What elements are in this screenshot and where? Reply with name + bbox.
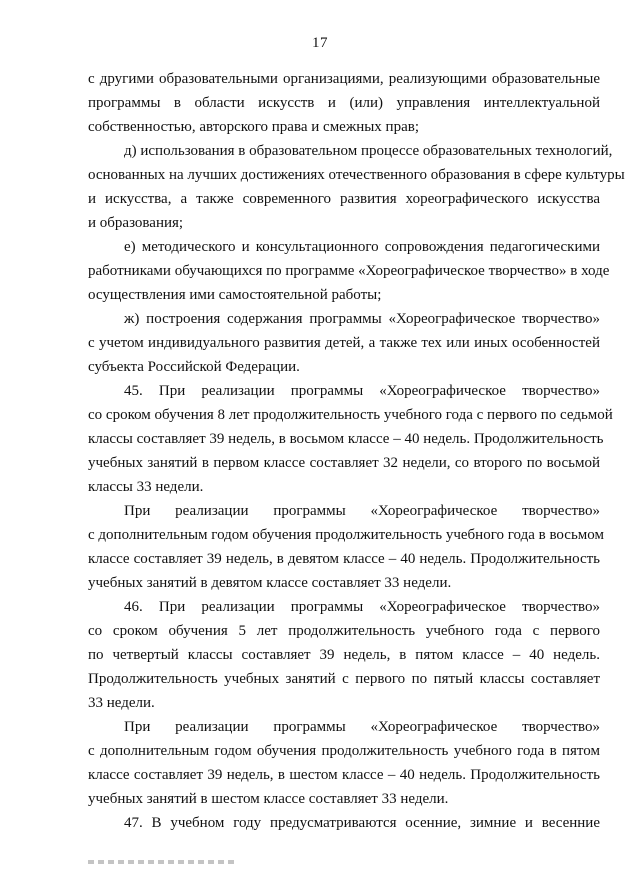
- text-line: с дополнительным годом обучения продолжительность учебного года в восьмом: [88, 527, 605, 543]
- text-line: программы в области искусств и (или) управления интеллектуальной: [88, 95, 600, 111]
- text-line: учебных занятий в шестом классе составляет 33 недели.: [88, 791, 449, 807]
- text-line: При реализации программы «Хореографическое творчество»: [124, 503, 600, 519]
- text-line: субъекта Российской Федерации.: [88, 359, 300, 375]
- text-line: классы составляет 39 недель, в восьмом классе – 40 недель. Продолжительность: [88, 431, 604, 447]
- text-line: со сроком обучения 8 лет продолжительность учебного года с первого по седьмой: [88, 407, 613, 423]
- text-line: с другими образовательными организациями, реализующими образовательные: [88, 71, 600, 87]
- text-line: основанных на лучших достижениях отечественного образования в сфере культуры: [88, 167, 625, 183]
- scan-artifact: [88, 860, 238, 864]
- text-line: осуществления ими самостоятельной работы;: [88, 287, 382, 303]
- text-line: 45. При реализации программы «Хореографическое творчество»: [124, 383, 600, 399]
- page-number: 17: [312, 35, 328, 51]
- text-line: е) методического и консультационного сопровождения педагогическими: [124, 239, 600, 255]
- text-line: 47. В учебном году предусматриваются осенние, зимние и весенние: [124, 815, 600, 831]
- text-line: и образования;: [88, 215, 184, 231]
- text-line: ж) построения содержания программы «Хореографическое творчество»: [124, 311, 600, 327]
- text-line: классе составляет 39 недель, в шестом классе – 40 недель. Продолжительность: [88, 767, 600, 783]
- text-line: и искусства, а также современного развития хореографического искусства: [88, 191, 600, 207]
- text-line: классе составляет 39 недель, в девятом классе – 40 недель. Продолжительность: [88, 551, 600, 567]
- text-line: 33 недели.: [88, 695, 155, 711]
- text-line: 46. При реализации программы «Хореографическое творчество»: [124, 599, 600, 615]
- text-line: с дополнительным годом обучения продолжительность учебного года в пятом: [88, 743, 600, 759]
- text-line: При реализации программы «Хореографическое творчество»: [124, 719, 600, 735]
- text-line: работниками обучающихся по программе «Хореографическое творчество» в ходе: [88, 263, 610, 279]
- text-line: д) использования в образовательном процессе образовательных технологий,: [124, 143, 613, 159]
- text-line: по четвертый классы составляет 39 недель, в пятом классе – 40 недель.: [88, 647, 600, 663]
- text-line: классы 33 недели.: [88, 479, 204, 495]
- text-line: учебных занятий в девятом классе составляет 33 недели.: [88, 575, 452, 591]
- text-line: с учетом индивидуального развития детей, а также тех или иных особенностей: [88, 335, 600, 351]
- text-line: Продолжительность учебных занятий с первого по пятый классы составляет: [88, 671, 600, 687]
- text-line: со сроком обучения 5 лет продолжительность учебного года с первого: [88, 623, 600, 639]
- text-line: собственностью, авторского права и смежных прав;: [88, 119, 419, 135]
- text-line: учебных занятий в первом классе составляет 32 недели, со второго по восьмой: [88, 455, 600, 471]
